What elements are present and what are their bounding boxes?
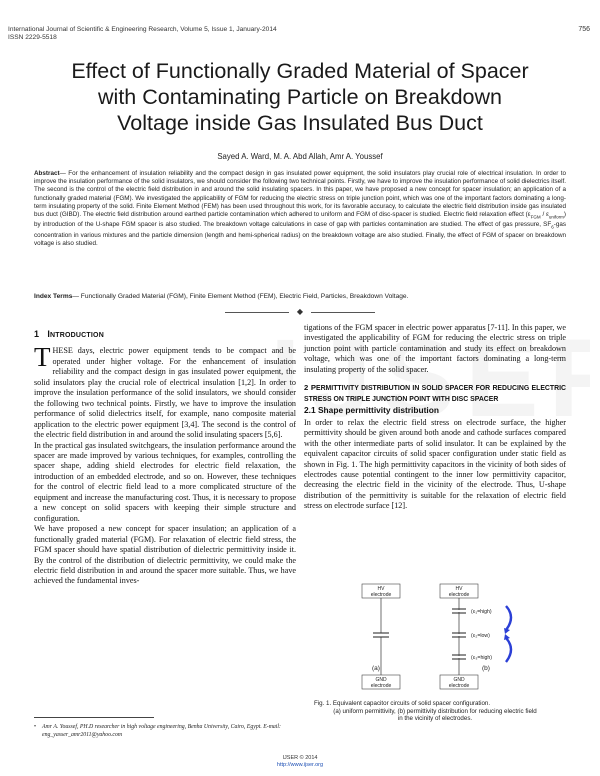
- eps-subscript-uniform: uniform: [548, 214, 564, 220]
- electrode-label-a-top: electrode: [370, 592, 392, 598]
- capacitor-2-gap: [457, 634, 461, 636]
- sf6-subscript: 6: [551, 224, 554, 230]
- left-column: [34, 329, 296, 587]
- blue-curved-arrow-lower: [506, 638, 511, 662]
- intro-paragraph-2: In the practical gas insulated switchgears, the insulation performance around the spacer are made improved by various techniques, for examples, controlling the spacer shape, adding shield electrodes for electric field relaxation, the introduction of an embedded electrode, and so on. However, these techniques for the control of electric field lead to a more complicated structure of the equipment and increase the manufacturing cost. Thus, it is necessary to propose a new concept on solid spacers with keeping their simple structure and configuration.: [34, 440, 296, 523]
- section-1-heading: [34, 329, 296, 341]
- circuit-a: [362, 584, 400, 689]
- epsilon-1-label: ε₁=high): [473, 609, 492, 615]
- section-2-heading: [304, 383, 566, 404]
- footnote-rule: [34, 717, 154, 718]
- gnd-label-b: GND: [453, 677, 465, 683]
- index-terms-label: Index Terms: [34, 293, 73, 300]
- abstract-slash: /: [540, 211, 547, 219]
- issn: ISSN 2229-5518: [8, 34, 57, 41]
- section-separator: [0, 307, 600, 316]
- intro-paragraph-1: [34, 342, 296, 440]
- journal-header: [8, 26, 277, 42]
- electrode-label-a-bottom: electrode: [370, 683, 392, 689]
- eps-symbol-1: ε: [527, 211, 531, 219]
- eps-subscript-fgm: FGM: [530, 214, 541, 220]
- title-line-3: Voltage inside Gas Insulated Bus Duct: [117, 111, 483, 135]
- page-number: 756: [578, 26, 590, 33]
- label-b: (b): [482, 665, 490, 672]
- hv-label-a: HV: [377, 586, 385, 592]
- caption-line-3: in the vicinity of electrodes.: [397, 715, 473, 723]
- journal-name: International Journal of Scientific & Engineering Research, Volume 5, Issue 1, January-2014: [8, 26, 277, 33]
- label-a: (a): [372, 665, 380, 672]
- gnd-label-a: GND: [375, 677, 387, 683]
- circuit-b: [440, 584, 511, 689]
- title-line-1: Effect of Functionally Graded Material of Spacer: [71, 59, 529, 83]
- epsilon-2-paren: (: [471, 633, 473, 639]
- section-1-rest: NTRODUCTION: [50, 332, 104, 339]
- epsilon-3-label: ε₃=high): [473, 655, 492, 661]
- hv-label-b: HV: [455, 586, 463, 592]
- journal-url-link[interactable]: http://www.ijser.org: [276, 762, 324, 768]
- electrode-label-b-top: electrode: [448, 592, 470, 598]
- figure-1-circuit: [360, 578, 540, 696]
- index-terms-text: Functionally Graded Material (FGM), Finite Element Method (FEM), Electric Field, Particles, Breakdown Voltage.: [80, 293, 409, 300]
- caption-line-2: (a) uniform permittivity, (b) permittivity distribution for reducing electric field: [333, 707, 537, 715]
- intro-lead-word: HESE: [52, 346, 73, 356]
- section-1-number: 1: [34, 329, 40, 339]
- copyright: IJSER © 2014: [282, 755, 318, 761]
- index-terms: [34, 293, 566, 301]
- index-terms-dash: —: [72, 293, 81, 300]
- abstract: [34, 170, 566, 248]
- right-column: [304, 323, 566, 512]
- epsilon-2-label: ε₂=low): [473, 633, 490, 639]
- epsilon-3-paren: (: [471, 655, 473, 661]
- intro-p1-text: days, electric power equipment tends to be compact and be operated under higher voltage. For the enhancement of insulation reliability and the compact design in gas insulated power equipment, the solid insulators play the crucial role of electrical insulation [1,2]. In order to improve the insulation performance of the solid insulators, we should consider the following two technical points. Firstly, we have to improve the insulation performance of solid dielectrics itself, for example, nano composite material application to the electric power equipment [3,4]. The second is the control of the electric field distribution in and around the solid insulating spacers [5,6].: [34, 346, 296, 440]
- page-footer: [0, 755, 600, 769]
- abstract-dash: —: [59, 170, 69, 177]
- section-1-initial: I: [47, 329, 51, 339]
- eps-symbol-2: ε: [546, 211, 549, 219]
- right-paragraph-1: tigations of the FGM spacer in electric power apparatus [7-11]. In this paper, we investigated the applicability of FGM for reducing the electric stress on triple junction point with particle contamination and study its effect on breakdown voltage, which was one of the important factors dominating a long-term insulating property of the solid spacer.: [304, 323, 566, 374]
- capacitor-3-gap: [457, 656, 461, 658]
- blue-curved-arrow-upper: [506, 606, 511, 630]
- subsection-2-1-heading: 2.1 Shape permittivity distribution: [304, 405, 439, 416]
- section-2-initial: P: [310, 383, 316, 393]
- footnote-text: Amr A. Youssef, PH.D researcher in high voltage engineering, Benha University, Cairo, Egypt. E-mail: eng_yasser_amr2011@yahoo.com: [42, 724, 281, 738]
- capacitor-1-gap: [457, 610, 461, 612]
- figure-1-caption: [304, 700, 566, 723]
- abstract-text-2: ) by introduction of the U-shape FGM spacer is also studied. The breakdown voltage calculations in case of gap with particles contamination are studied. The effect of gas pressure, SF: [34, 211, 567, 229]
- footnote-bullet: •: [34, 724, 37, 730]
- right-paragraph-2: In order to relax the electric field stress on electrode surface, the higher permittivity should be given around both anode and cathode surfaces compared with the other intermediate parts of solid insulator. It can be explained by the equivalent capacitor circuits of solid spacer configuration under static field as shown in Fig. 1. The high permittivity capacitors in the vicinity of both sides of electrodes cause potential contingent to the inner low permittivity capacitor, decreasing the electric field in the vicinity of the electrode. Thus, U-shape distribution of the permittivity is suitable for the relaxation of electric field stress on electrode surface [12].: [304, 417, 566, 511]
- section-2-rest: ERMITTIVITY DISTRIBUTION IN SOLID SPACER FOR REDUCING ELECTRIC STRESS ON TRIPLE JUNCTION POINT WITH DISC SPACER: [304, 385, 566, 403]
- abstract-text-3: -gas concentration in various mixtures and the particle dimension (length and hemi-spherical radius) on the breakdown voltage are also studied. Finally, the effect of FGM of spacer on breakdown voltage is also studied.: [34, 221, 566, 248]
- abstract-label: Abstract: [34, 170, 60, 177]
- epsilon-1-paren: (: [471, 609, 473, 615]
- authors: Sayed A. Ward, M. A. Abd Allah, Amr A. Youssef: [217, 152, 383, 161]
- title-line-2: with Contaminating Particle on Breakdown: [98, 85, 502, 109]
- caption-line-1: Fig. 1. Equivalent capacitor circuits of solid spacer configuration.: [314, 700, 491, 707]
- paper-title: [30, 58, 570, 136]
- intro-paragraph-3: We have proposed a new concept for spacer insulation; an application of a functionally graded material (FGM). For relaxation of electric field stress, the FGM spacer should have spatial distribution of dielectric permittivity inside it. By the control of the distribution of dielectric permittivity, we could make the electric field distribution in and around the spacer more suitable. Thus, we have achieved the fundamental inves-: [34, 524, 296, 586]
- section-2-number: 2: [304, 383, 309, 393]
- separator-line-right: [311, 312, 375, 313]
- diamond-icon: ◆: [296, 307, 304, 316]
- separator-line-left: [225, 312, 289, 313]
- abstract-text-1: For the enhancement of insulation reliability and the compact design in gas insulated power equipment, the solid insulators play crucial role of electrical insulation. In order to improve the insulation performance of the solid insulators, we should consider the following two technical points. Firstly, we have to improve the insulation performance of solid dielectrics itself. The second is the control of the electric field distribution in and around the solid insulating spacers. In this paper, we have proposed a new concept for spacer insulation; an application of a functionally graded material (FGM). We investigated the applicability of FGM for reducing the electric stress on triple junction point, which was one of the important factors dominating a long-term insulating property of the solid. Finite Element Method (FEM) has been used throughout this work, for its favorable accuracy, to calculate the electric field distribution inside gas insulated bus duct (GIBD). The electric field distribution around earthed particle contamination which adhered to uniform and FGM of disc-spacer is studied. Electric field relaxation effect (: [34, 170, 567, 219]
- author-footnote: [34, 724, 288, 739]
- drop-cap: T: [34, 342, 51, 373]
- electrode-label-b-bottom: electrode: [448, 683, 470, 689]
